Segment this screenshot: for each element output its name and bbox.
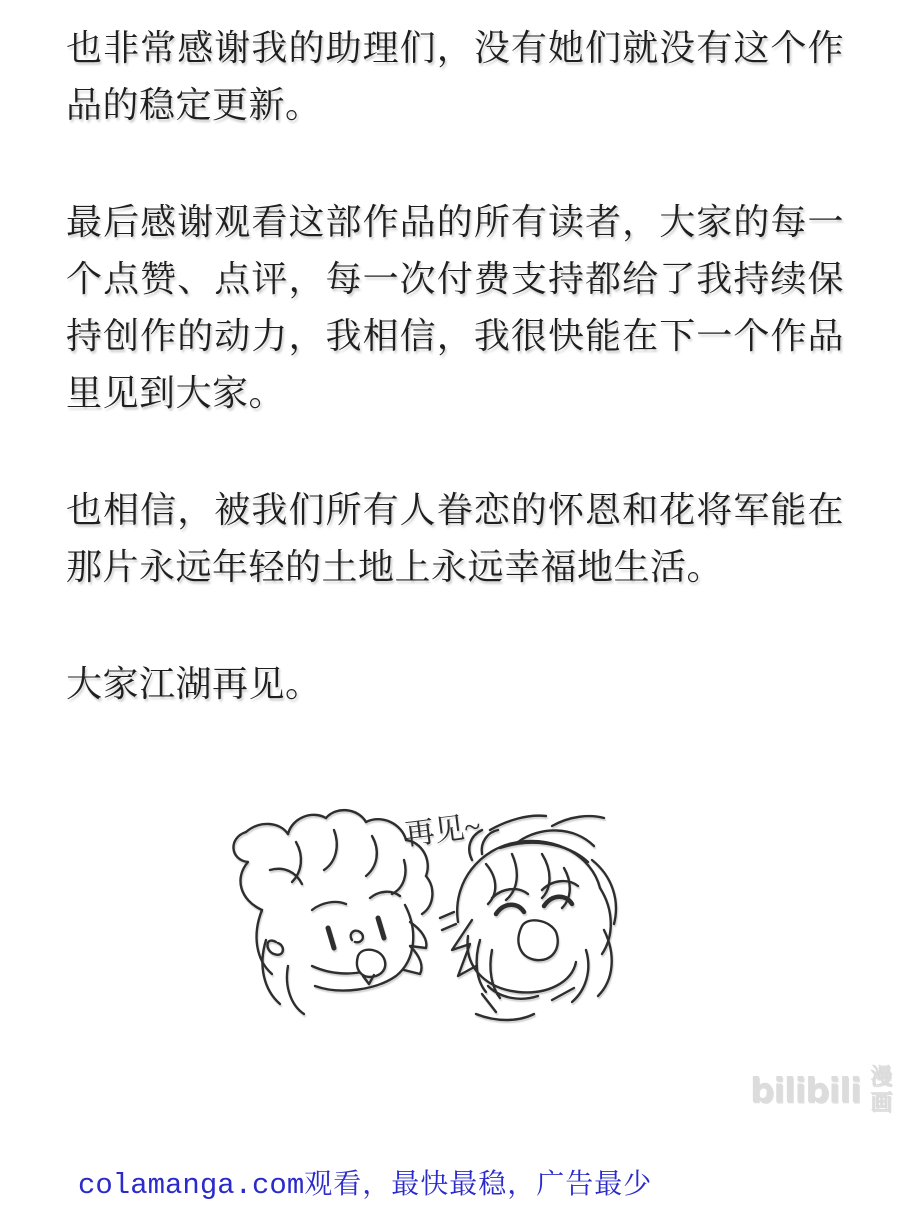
farewell-sketch-canvas (200, 790, 700, 1050)
afterword-paragraph-3: 也相信，被我们所有人眷恋的怀恩和花将军能在那片永远年轻的土地上永远幸福地生活。 (66, 490, 844, 587)
afterword-paragraph-2: 最后感谢观看这部作品的所有读者，大家的每一个点赞、点评，每一次付费支持都给了我持续保持创作的动力，我相信，我很快能在下一个作品里见到大家。 (66, 202, 844, 413)
afterword-text-block (66, 20, 844, 713)
afterword-paragraph-4: 大家江湖再见。 (66, 664, 322, 704)
left-character-sketch (233, 810, 432, 1014)
bilibili-manga-label: 漫画 (866, 1064, 892, 1116)
bilibili-logo: bilibili (750, 1071, 861, 1111)
footer-tagline: 观看，最快最稳，广告最少 (304, 1169, 653, 1200)
footer-ad (78, 1162, 652, 1202)
bilibili-watermark (750, 1064, 891, 1116)
afterword-paragraph-1: 也非常感谢我的助理们，没有她们就没有这个作品的稳定更新。 (66, 28, 844, 125)
goodbye-handwriting: 再见~ (402, 809, 483, 852)
colamanga-link[interactable]: colamanga.com (78, 1169, 305, 1202)
right-character-sketch (452, 816, 616, 1020)
motion-lines-icon (440, 912, 456, 930)
farewell-sketch (200, 790, 700, 1050)
